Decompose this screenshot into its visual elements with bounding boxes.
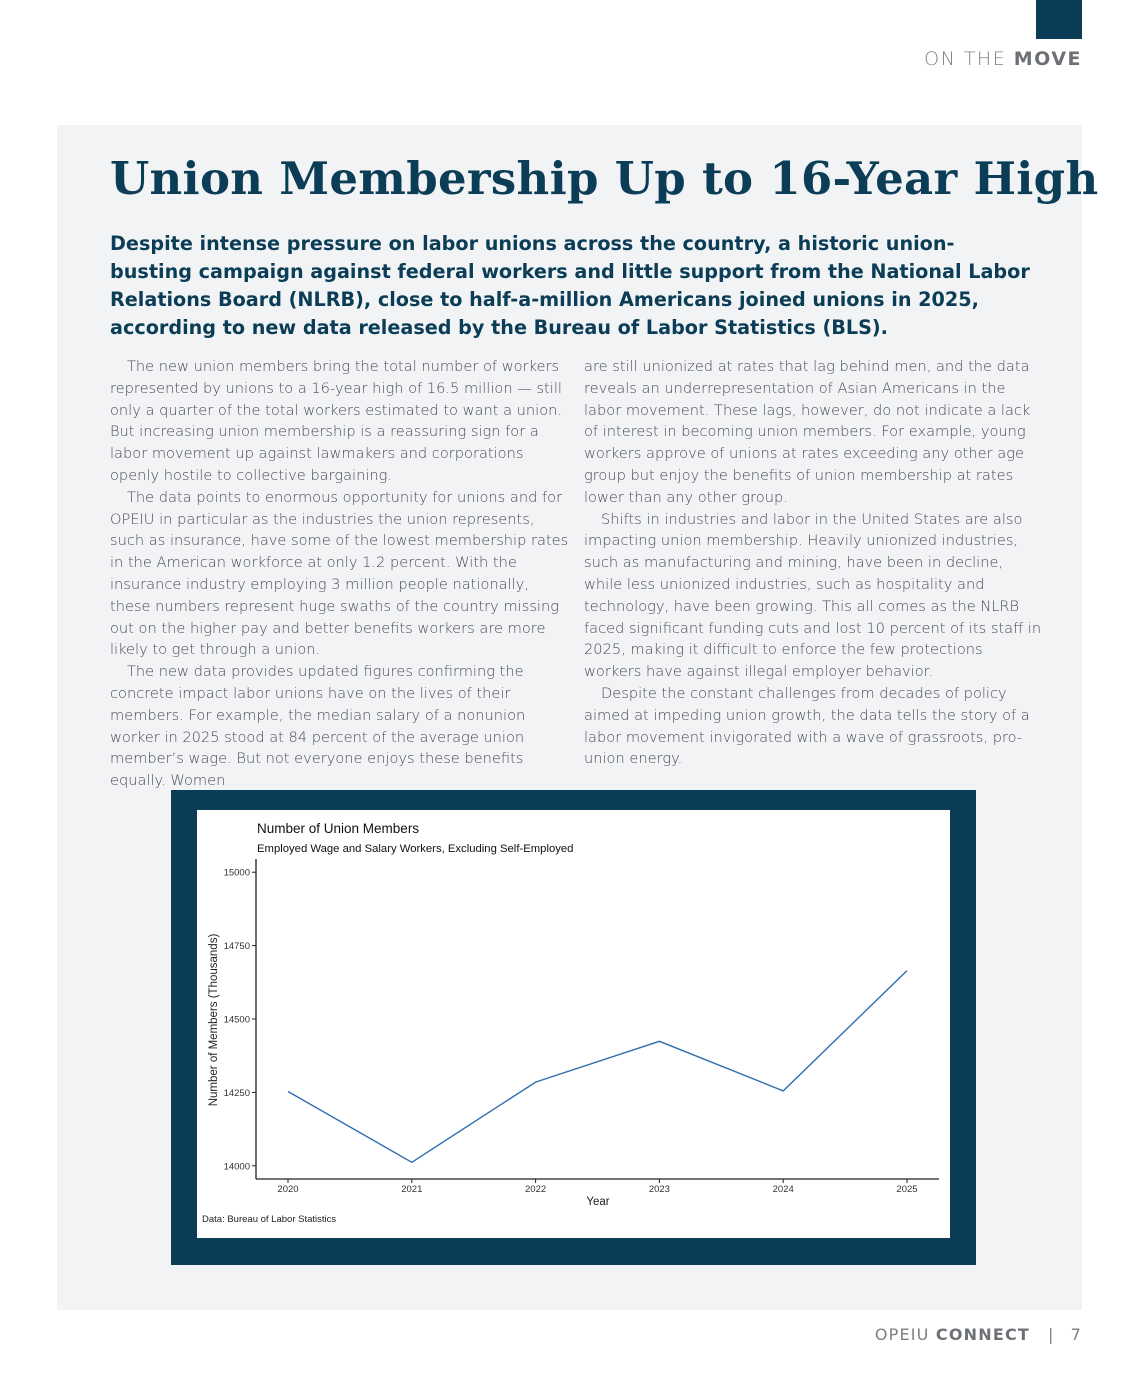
- y-tick-label: 14000: [223, 1161, 250, 1173]
- chart-frame: [171, 790, 976, 1265]
- section-label-light: ON THE: [924, 48, 1014, 70]
- line-chart: [197, 810, 950, 1238]
- y-tick-label: 14750: [223, 941, 250, 953]
- paragraph: The new union members bring the total number of workers represented by unions to a 16-year high of 16.5 million — still only a quarter of the total workers estimated to want a union. But increasing union membership is a reassuring sign for a labor movement up against lawmakers and corporations openly hostile to collective bargaining.: [110, 358, 563, 484]
- y-axis-label: Number of Members (Thousands): [208, 933, 220, 1107]
- paragraph: Shifts in industries and labor in the United States are also impacting union membership. Heavily unionized industries, such as manufacturing and mining, have been in decline, while less unionized industries, such as hospitality and technology, have been growing. This all comes as the NLRB faced significant funding cuts and lost 10 percent of its staff in 2025, making it difficult to enforce the few protections workers have against illegal employer behavior.: [584, 510, 1042, 681]
- paragraph: Despite the constant challenges from decades of policy aimed at impeding union growth, the data tells the story of a labor movement invigorated with a wave of grassroots, pro-union energy.: [584, 684, 1030, 768]
- article-column-left: [110, 356, 570, 792]
- x-tick-label: 2024: [772, 1184, 794, 1195]
- publication-name-light: OPEIU: [874, 1325, 936, 1344]
- paragraph: The data points to enormous opportunity for unions and for OPEIU in particular as the industries the union represents, such as insurance, have some of the lowest membership rates in the American workforce at only 1.2 percent. With the insurance industry employing 3 million people nationally, these numbers represent huge swaths of the country missing out on the higher pay and better benefits workers are more likely to get through a union.: [110, 488, 569, 659]
- x-tick-label: 2021: [401, 1184, 423, 1195]
- chart-title: Number of Union Members: [257, 821, 420, 836]
- footer-separator: |: [1048, 1325, 1055, 1344]
- page-footer: [875, 1325, 1082, 1344]
- x-axis-ticks: [277, 1179, 917, 1195]
- article-title: Union Membership Up to 16-Year High: [110, 152, 1099, 205]
- x-axis-label: Year: [586, 1196, 610, 1208]
- x-tick-label: 2022: [525, 1184, 547, 1195]
- chart-area: [197, 810, 950, 1238]
- x-tick-label: 2025: [896, 1184, 918, 1195]
- corner-accent-tab: [1036, 0, 1082, 39]
- article-dek: Despite intense pressure on labor unions across the country, a historic union-busting campaign against federal workers and little support from the National Labor Relations Board (NLRB), close to half-a-million Americans joined unions in 2025, according to new data released by the Bureau of Labor Statistics (BLS).: [110, 232, 1030, 339]
- y-tick-label: 14250: [223, 1087, 250, 1099]
- y-tick-label: 15000: [223, 867, 250, 879]
- series-line: [288, 971, 907, 1163]
- y-tick-label: 14500: [223, 1014, 250, 1026]
- section-label-bold: MOVE: [1013, 48, 1082, 70]
- x-tick-label: 2020: [277, 1184, 299, 1195]
- chart-caption: Data: Bureau of Labor Statistics: [202, 1214, 337, 1225]
- paragraph: are still unionized at rates that lag behind men, and the data reveals an underrepresentation of Asian Americans in the labor movement. These lags, however, do not indicate a lack of interest in becoming union members. For example, young workers approve of unions at rates exceeding any other age group but enjoy the benefits of union membership at rates lower than any other group.: [584, 358, 1031, 506]
- publication-name-bold: CONNECT: [935, 1325, 1031, 1344]
- x-tick-label: 2023: [648, 1184, 670, 1195]
- article-column-right: [584, 356, 1044, 770]
- y-axis-ticks: [224, 868, 256, 1173]
- page-number: 7: [1070, 1325, 1082, 1344]
- section-label: [924, 48, 1082, 70]
- paragraph: The new data provides updated figures confirming the concrete impact labor unions have on the lives of their members. For example, the median salary of a nonunion worker in 2025 stood at 84 percent of the average union member’s wage. But not everyone enjoys these benefits equally. Women: [110, 663, 526, 790]
- chart-series: [288, 971, 907, 1163]
- chart-subtitle: Employed Wage and Salary Workers, Excluding Self-Employed: [257, 843, 574, 855]
